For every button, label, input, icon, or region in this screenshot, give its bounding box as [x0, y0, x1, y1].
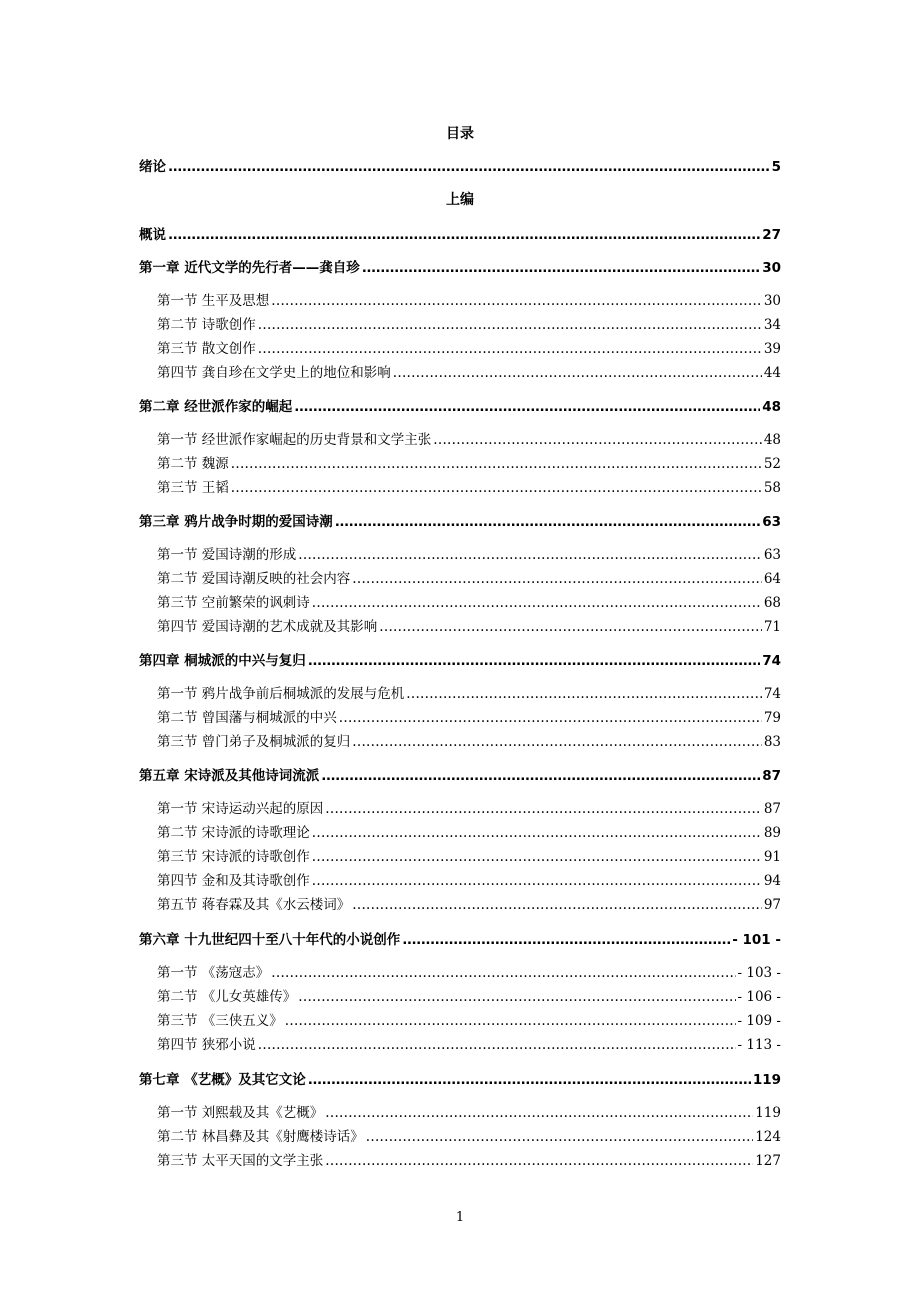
toc-entry-title: 第三节 太平天国的文学主张 — [157, 1153, 324, 1169]
toc-entry-title: 第五章 宋诗派及其他诗词流派 — [139, 768, 320, 784]
toc-entry-title: 第一节 宋诗运动兴起的原因 — [157, 801, 324, 817]
toc-chapter[interactable] — [139, 766, 781, 786]
dot-leader — [271, 963, 735, 983]
toc-entry-page: 58 — [763, 480, 781, 496]
toc-entry-title: 第二节 《儿女英雄传》 — [157, 989, 297, 1005]
toc-section[interactable] — [157, 478, 781, 498]
toc-title: 目录 — [446, 126, 474, 142]
dot-leader — [258, 339, 762, 359]
dot-leader — [168, 225, 760, 245]
dot-leader — [325, 799, 762, 819]
toc-section[interactable] — [157, 799, 781, 819]
toc-entry-title: 第三节 空前繁荣的讽刺诗 — [157, 595, 310, 611]
toc-entry-page: - 103 - — [737, 965, 781, 981]
toc-entry-page: 27 — [762, 227, 781, 243]
dot-leader — [308, 651, 761, 671]
toc-entry-title: 第二节 爱国诗潮反映的社会内容 — [157, 571, 351, 587]
toc-chapter[interactable] — [139, 651, 781, 671]
toc-section[interactable] — [157, 315, 781, 335]
dot-leader — [393, 363, 762, 383]
toc-section[interactable] — [157, 1035, 781, 1055]
toc-entry-title: 概说 — [139, 227, 166, 243]
toc-entry-page: - 109 - — [737, 1013, 781, 1029]
toc-section[interactable] — [157, 871, 781, 891]
toc-entry-title: 第四节 龚自珍在文学史上的地位和影响 — [157, 365, 391, 381]
dot-leader — [366, 1127, 753, 1147]
dot-leader — [325, 1103, 753, 1123]
dot-leader — [335, 512, 761, 532]
toc-section[interactable] — [157, 545, 781, 565]
dot-leader — [258, 315, 762, 335]
toc-entry-page: 124 — [755, 1129, 781, 1145]
toc-entry-page: 48 — [763, 432, 781, 448]
dot-leader — [433, 430, 762, 450]
toc-chapter[interactable] — [139, 512, 781, 532]
toc-entry-title: 第一章 近代文学的先行者——龚自珍 — [139, 260, 360, 276]
dot-leader — [285, 1011, 736, 1031]
toc-entry-title: 第三节 《三侠五义》 — [157, 1013, 283, 1029]
toc-section[interactable] — [157, 1011, 781, 1031]
dot-leader — [308, 1070, 751, 1090]
toc-entry-page: 91 — [763, 849, 781, 865]
toc-entry-title: 第二章 经世派作家的崛起 — [139, 399, 293, 415]
toc-chapter[interactable] — [139, 397, 781, 417]
toc-section[interactable] — [157, 1151, 781, 1171]
toc-entry-page: 97 — [763, 897, 781, 913]
toc-section[interactable] — [157, 430, 781, 450]
toc-entry-page: 127 — [755, 1153, 781, 1169]
toc-section[interactable] — [157, 1127, 781, 1147]
toc-chapter[interactable] — [139, 930, 781, 950]
dot-leader — [168, 157, 770, 177]
dot-leader — [321, 766, 760, 786]
toc-entry-page: 52 — [763, 456, 781, 472]
dot-leader — [352, 732, 762, 752]
toc-section[interactable] — [157, 339, 781, 359]
toc-entry-page: 44 — [763, 365, 781, 381]
toc-entry-title: 第六章 十九世纪四十至八十年代的小说创作 — [139, 932, 401, 948]
dot-leader — [312, 847, 762, 867]
toc-section[interactable] — [157, 1103, 781, 1123]
toc-entry-page: 94 — [763, 873, 781, 889]
toc-section[interactable] — [157, 708, 781, 728]
toc-entry-page: 63 — [763, 547, 781, 563]
toc-section[interactable] — [157, 569, 781, 589]
toc-section[interactable] — [157, 732, 781, 752]
toc-section[interactable] — [157, 454, 781, 474]
toc-entry-title: 第四节 狭邪小说 — [157, 1037, 256, 1053]
toc-entry-title: 第一节 生平及思想 — [157, 293, 270, 309]
toc-section[interactable] — [157, 847, 781, 867]
toc-entry-title: 第七章 《艺概》及其它文论 — [139, 1072, 306, 1088]
toc-entry-page: 83 — [763, 734, 781, 750]
toc-entry-page: 74 — [763, 686, 781, 702]
dot-leader — [294, 397, 760, 417]
toc-entry-title: 第二节 林昌彝及其《射鹰楼诗话》 — [157, 1129, 364, 1145]
dot-leader — [406, 684, 762, 704]
dot-leader — [271, 291, 762, 311]
toc-entry-page: 39 — [763, 341, 781, 357]
toc-entry-page: - 106 - — [737, 989, 781, 1005]
toc-entry-page: 30 — [763, 293, 781, 309]
dot-leader — [402, 930, 730, 950]
toc-entry-page: 79 — [763, 710, 781, 726]
toc-section[interactable] — [157, 684, 781, 704]
toc-entry-page: 34 — [763, 317, 781, 333]
toc-entry-page: 87 — [762, 768, 781, 784]
toc-entry-page: 30 — [762, 260, 781, 276]
toc-entry-title: 第三节 王韬 — [157, 480, 229, 496]
part-heading: 上编 — [446, 192, 474, 208]
toc-entry-title: 第一节 刘熙载及其《艺概》 — [157, 1105, 324, 1121]
dot-leader — [258, 1035, 736, 1055]
toc-entry-page: 5 — [771, 159, 781, 175]
dot-leader — [352, 569, 762, 589]
toc-entry-title: 第三节 散文创作 — [157, 341, 256, 357]
toc-entry-page: 74 — [762, 653, 781, 669]
toc-entry-intro[interactable] — [139, 157, 781, 177]
toc-section[interactable] — [157, 593, 781, 613]
toc-entry-page: - 113 - — [737, 1037, 781, 1053]
toc-entry-page: 68 — [763, 595, 781, 611]
toc-section[interactable] — [157, 963, 781, 983]
toc-entry-title: 第二节 诗歌创作 — [157, 317, 256, 333]
toc-entry-title: 第四章 桐城派的中兴与复归 — [139, 653, 306, 669]
toc-section[interactable] — [157, 823, 781, 843]
dot-leader — [231, 478, 762, 498]
dot-leader — [298, 545, 762, 565]
dot-leader — [339, 708, 762, 728]
toc-section[interactable] — [157, 363, 781, 383]
toc-entry-title: 第三节 宋诗派的诗歌创作 — [157, 849, 310, 865]
dot-leader — [312, 823, 762, 843]
toc-section[interactable] — [157, 617, 781, 637]
toc-entry-title: 绪论 — [139, 159, 166, 175]
page-number: 1 — [455, 1210, 465, 1225]
toc-section[interactable] — [157, 987, 781, 1007]
toc-entry-page: - 101 - — [732, 932, 781, 948]
toc-entry-title: 第一节 经世派作家崛起的历史背景和文学主张 — [157, 432, 432, 448]
toc-entry-title: 第四节 爱国诗潮的艺术成就及其影响 — [157, 619, 378, 635]
toc-entry-title: 第三节 曾门弟子及桐城派的复归 — [157, 734, 351, 750]
toc-entry-overview[interactable] — [139, 225, 781, 245]
dot-leader — [352, 895, 762, 915]
toc-entry-page: 89 — [763, 825, 781, 841]
dot-leader — [325, 1151, 753, 1171]
toc-entry-title: 第一节 鸦片战争前后桐城派的发展与危机 — [157, 686, 405, 702]
toc-entry-title: 第一节 《荡寇志》 — [157, 965, 270, 981]
toc-entry-title: 第三章 鸦片战争时期的爱国诗潮 — [139, 514, 333, 530]
toc-section[interactable] — [157, 291, 781, 311]
toc-entry-page: 63 — [762, 514, 781, 530]
toc-section[interactable] — [157, 895, 781, 915]
dot-leader — [298, 987, 735, 1007]
dot-leader — [362, 258, 761, 278]
dot-leader — [312, 593, 762, 613]
toc-entry-title: 第二节 魏源 — [157, 456, 229, 472]
toc-entry-title: 第二节 曾国藩与桐城派的中兴 — [157, 710, 337, 726]
toc-chapter[interactable] — [139, 258, 781, 278]
dot-leader — [231, 454, 762, 474]
dot-leader — [312, 871, 762, 891]
toc-entry-page: 48 — [762, 399, 781, 415]
dot-leader — [379, 617, 762, 637]
toc-entry-title: 第一节 爱国诗潮的形成 — [157, 547, 297, 563]
toc-chapter[interactable] — [139, 1070, 781, 1090]
toc-entry-page: 119 — [755, 1105, 781, 1121]
toc-entry-page: 71 — [763, 619, 781, 635]
toc-entry-title: 第五节 蒋春霖及其《水云楼词》 — [157, 897, 351, 913]
toc-entry-title: 第二节 宋诗派的诗歌理论 — [157, 825, 310, 841]
toc-entry-page: 119 — [752, 1072, 781, 1088]
toc-entry-title: 第四节 金和及其诗歌创作 — [157, 873, 310, 889]
toc-entry-page: 64 — [763, 571, 781, 587]
toc-entry-page: 87 — [763, 801, 781, 817]
